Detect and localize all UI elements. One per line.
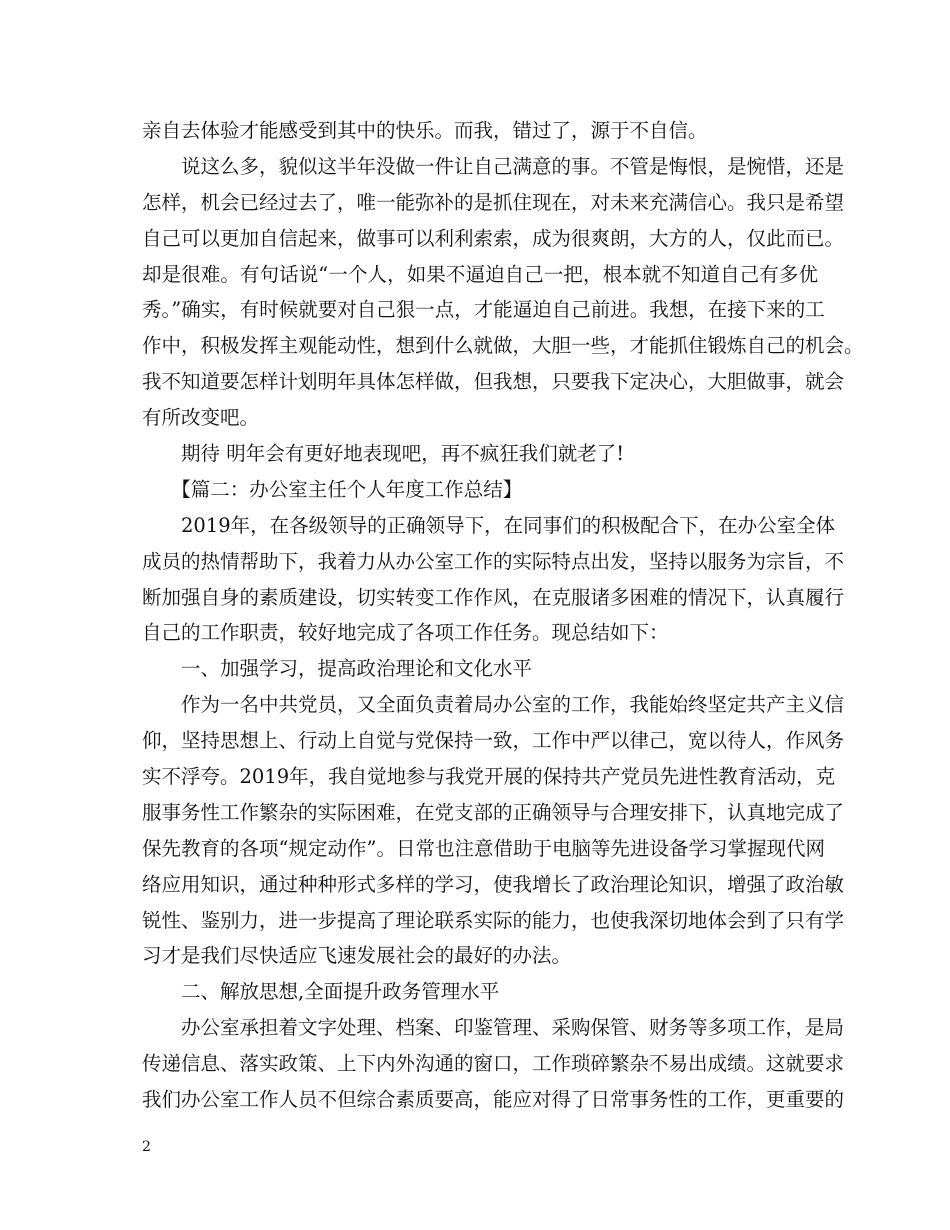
text-line: 怎样，机会已经过去了，唯一能弥补的是抓住现在，对未来充满信心。我只是希望 [142,190,845,214]
text-line: 秀。”确实，有时候就要对自己狠一点，才能逼迫自己前进。我想，在接下来的工 [142,298,825,322]
text-line: 说这么多，貌似这半年没做一件让自己满意的事。不管是悔恨，是惋惜，还是 [142,154,845,178]
document-body [142,113,864,1118]
page-number: 2 [142,1139,151,1155]
text-line: 服事务性工作繁杂的实际困难，在党支部的正确领导与合理安排下，认真地完成了 [142,800,845,824]
text-line: 实不浮夸。2019年，我自觉地参与我党开展的保持共产党员先进性教育活动，克 [142,765,836,789]
text-line: 自己可以更加自信起来，做事可以利利索索，成为很爽朗，大方的人，仅此而已。 [142,226,845,250]
text-line: 期待 明年会有更好地表现吧，再不疯狂我们就老了! [142,442,625,466]
text-line: 办公室承担着文字处理、档案、印鉴管理、采购保管、财务等多项工作，是局 [142,1016,845,1040]
text-line: 作中，积极发挥主观能动性，想到什么就做，大胆一些，才能抓住锻炼自己的机会。 [142,334,864,358]
text-line: 二、解放思想,全面提升政务管理水平 [142,980,500,1004]
text-line: 我不知道要怎样计划明年具体怎样做，但我想，只要我下定决心，大胆做事，就会 [142,370,845,394]
text-line: 习才是我们尽快适应飞速发展社会的最好的办法。 [142,944,572,968]
text-line: 【篇二：办公室主任个人年度工作总结】 [142,477,523,501]
text-line: 传递信息、落实政策、上下内外沟通的窗口，工作琐碎繁杂不易出成绩。这就要求 [142,1052,845,1076]
text-line: 仰，坚持思想上、行动上自觉与党保持一致，工作中严以律己，宽以待人，作风务 [142,729,845,753]
text-line: 亲自去体验才能感受到其中的快乐。而我，错过了，源于不自信。 [142,119,708,142]
text-line: 锐性、鉴别力，进一步提高了理论联系实际的能力，也使我深切地体会到了只有学 [142,908,845,932]
text-line: 作为一名中共党员，又全面负责着局办公室的工作，我能始终坚定共产主义信 [142,693,845,717]
text-line: 我们办公室工作人员不但综合素质要高，能应对得了日常事务性的工作，更重要的 [142,1088,845,1112]
text-line: 自己的工作职责，较好地完成了各项工作任务。现总结如下： [142,621,669,645]
text-line: 有所改变吧。 [142,406,260,430]
text-line: 断加强自身的素质建设，切实转变工作作风，在克服诸多困难的情况下，认真履行 [142,585,845,609]
text-line: 却是很难。有句话说“一个人，如果不逼迫自己一把，根本就不知道自己有多优 [142,262,818,286]
text-line: 一、加强学习，提高政治理论和文化水平 [142,657,533,681]
text-line: 2019年，在各级领导的正确领导下，在同事们的积极配合下，在办公室全体 [142,513,836,537]
text-line: 保先教育的各项“规定动作”。日常也注意借助于电脑等先进设备学习掌握现代网 [142,836,825,860]
text-line: 络应用知识，通过种种形式多样的学习，使我增长了政治理论知识，增强了政治敏 [142,872,845,896]
text-line: 成员的热情帮助下，我着力从办公室工作的实际特点出发，坚持以服务为宗旨，不 [142,549,845,573]
